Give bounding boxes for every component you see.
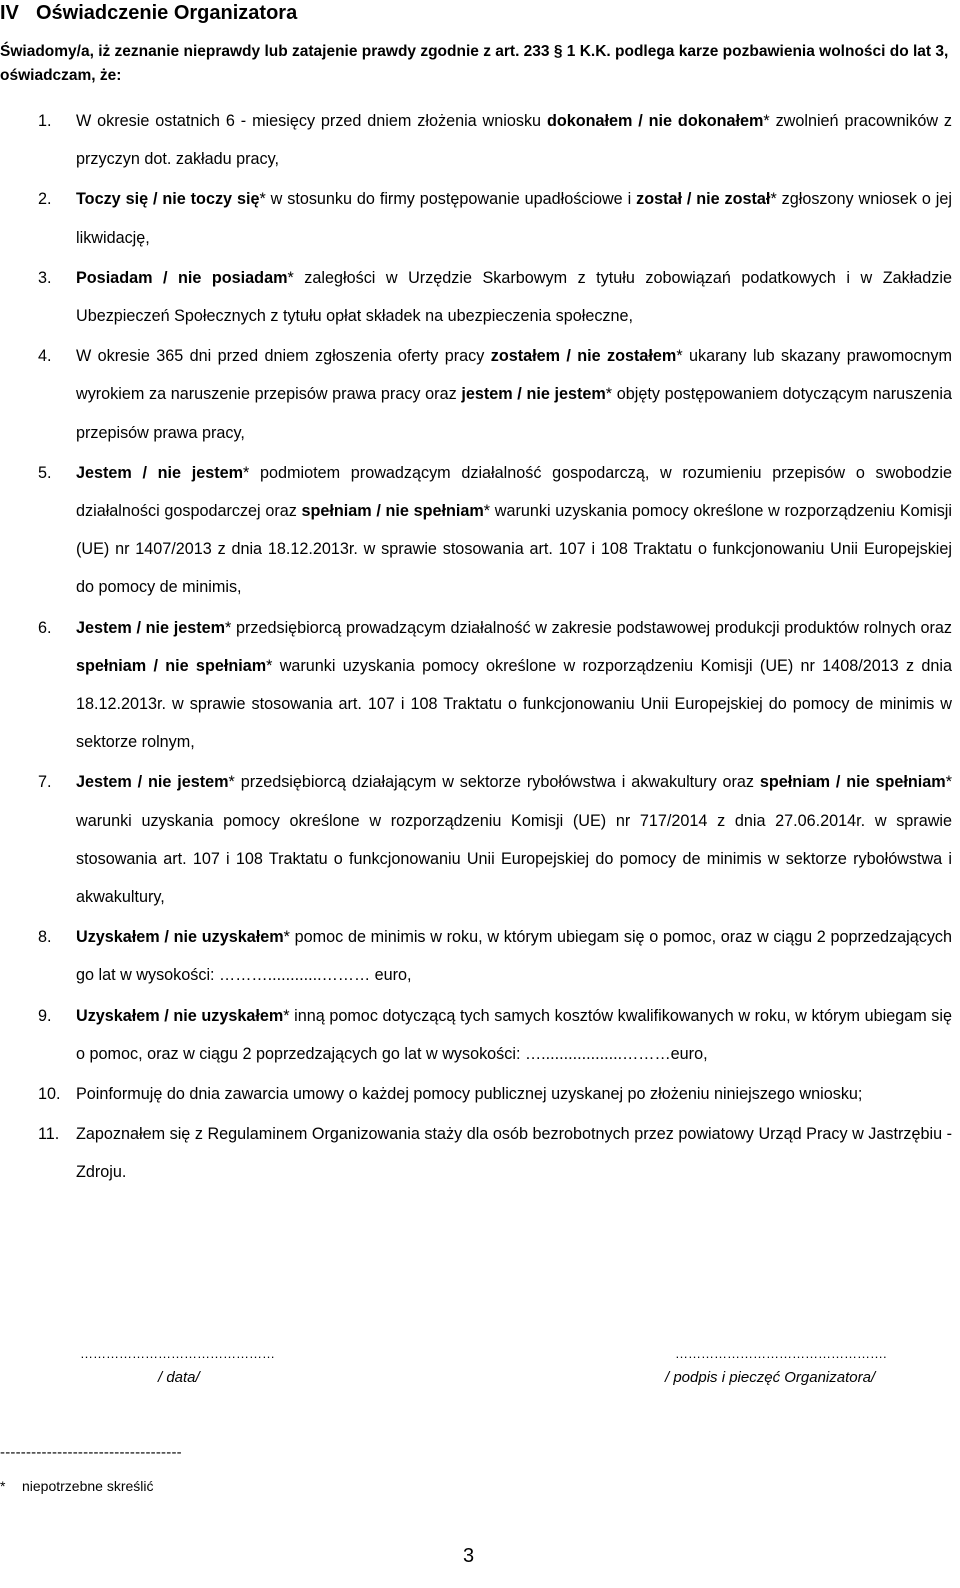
declaration-item — [0, 337, 952, 452]
declaration-item — [0, 997, 952, 1073]
item-text: * inną pomoc dotyczącą tych samych kosztów kwalifikowanych w roku, w którym ubiegam się o pomoc, oraz w ciągu 2 poprzedzających go lat w wysokości: …..................………euro, — [76, 1006, 952, 1063]
organizer-signature-block — [665, 1342, 905, 1390]
choice-phrase: dokonałem / nie dokonałem — [546, 112, 764, 130]
item-text: * w stosunku do firmy postępowanie upadłościowe i — [259, 190, 637, 209]
date-label: / data/ — [158, 1369, 200, 1386]
footnote-text: niepotrzebne skreślić — [22, 1478, 154, 1494]
item-text: * podmiotem prowadzącym działalność gospodarczą, w rozumieniu przepisów o swobodzie działalności gospodarczej oraz — [76, 463, 952, 521]
item-text: Zapoznałem się z Regulaminem Organizowania staży dla osób bezrobotnych przez powiatowy Urząd Pracy w Jastrzębiu -Zdroju. — [76, 1125, 952, 1182]
choice-phrase: Jestem / nie jestem — [76, 463, 244, 482]
section-title: Oświadczenie Organizatora — [36, 2, 298, 24]
item-text: W okresie ostatnich 6 - miesięcy przed dniem złożenia wniosku — [76, 112, 547, 130]
item-text: * ukarany lub skazany prawomocnym wyrokiem za naruszenie przepisów prawa pracy oraz — [76, 347, 953, 404]
choice-phrase: spełniam / nie spełniam — [76, 656, 267, 675]
declaration-item — [0, 609, 952, 762]
item-text: Poinformuję do dnia zawarcia umowy o każdej pomocy publicznej uzyskanej po złożeniu niniejszego wniosku; — [76, 1085, 863, 1104]
footnote — [0, 1478, 154, 1494]
signature-label: / podpis i pieczęć Organizatora/ — [665, 1369, 876, 1386]
choice-phrase: Uzyskałem / nie uzyskałem — [76, 1006, 284, 1025]
item-text: * pomoc de minimis w roku, w którym ubiegam się o pomoc, oraz w ciągu 2 poprzedzających go lat w wysokości: ………............……… euro, — [76, 928, 953, 985]
date-dotted-line: ……………………………………… — [80, 1346, 275, 1361]
section-number: IV — [0, 2, 19, 24]
choice-phrase: Posiadam / nie posiadam — [76, 268, 288, 287]
declaration-item — [0, 1115, 952, 1191]
item-text: * zgłoszony wniosek o jej likwidację, — [76, 190, 952, 247]
choice-phrase: Toczy się / nie toczy się — [76, 190, 260, 209]
declaration-list — [0, 102, 952, 1194]
item-number: 9. — [38, 1006, 52, 1025]
choice-phrase: jestem / nie jestem — [461, 385, 606, 404]
item-number: 11. — [38, 1125, 60, 1144]
declaration-item — [0, 1075, 952, 1113]
item-text: * zaległości w Urzędzie Skarbowym z tytułu zobowiązań podatkowych i w Zakładzie Ubezpieczeń Społecznych z tytułu opłat składek na ubezpieczenia społeczne, — [76, 268, 952, 326]
item-number: 3. — [38, 268, 52, 287]
item-text: * warunki uzyskania pomocy określone w rozporządzeniu Komisji (UE) nr 717/2014 z dnia 27.06.2014r. w sprawie stosowania art. 107 i 108 Traktatu o funkcjonowaniu Unii Europejskiej do pomocy de minimis w sektorze rybołówstwa i akwakultury, — [76, 773, 952, 907]
item-number: 10. — [38, 1085, 61, 1104]
item-text: * warunki uzyskania pomocy określone w rozporządzeniu Komisji (UE) nr 1408/2013 z dnia 18.12.2013r. w sprawie stosowania art. 107 i 108 Traktatu o funkcjonowaniu Unii Europejskiej do pomocy de minimis w sektorze rolnym, — [76, 656, 952, 752]
item-text: * zwolnień pracowników z przyczyn dot. zakładu pracy, — [76, 112, 952, 169]
item-text: * przedsiębiorcą działającym w sektorze rybołówstwa i akwakultury oraz — [228, 773, 760, 792]
declaration-item — [0, 102, 952, 178]
footnote-separator: ----------------------------------- — [0, 1444, 182, 1461]
page-number: 3 — [463, 1545, 475, 1567]
declaration-item — [0, 259, 952, 335]
declaration-item — [0, 454, 952, 607]
choice-phrase: Jestem / nie jestem — [76, 618, 226, 637]
declaration-item — [0, 763, 952, 916]
item-number: 4. — [38, 347, 52, 366]
item-number: 8. — [38, 928, 52, 947]
footnote-asterisk: * — [0, 1478, 6, 1494]
item-text: * objęty postępowaniem dotyczącym naruszenia przepisów prawa pracy, — [76, 385, 952, 442]
choice-phrase: zostałem / nie zostałem — [490, 347, 677, 366]
item-number: 1. — [38, 112, 52, 130]
choice-phrase: spełniam / nie spełniam — [301, 502, 484, 521]
intro-statement: Świadomy/a, iż zeznanie nieprawdy lub zatajenie prawdy zgodnie z art. 233 § 1 K.K. podlega karze pozbawienia wolności do lat 3, oświadczam, że: — [0, 43, 949, 84]
declaration-item — [0, 180, 952, 256]
declaration-item — [0, 918, 952, 994]
choice-phrase: Uzyskałem / nie uzyskałem — [76, 928, 284, 947]
item-number: 2. — [38, 190, 52, 209]
item-text: * przedsiębiorcą prowadzącym działalność w zakresie podstawowej produkcji produktów rolnych oraz — [225, 618, 952, 637]
item-number: 6. — [38, 618, 52, 637]
section-heading — [0, 2, 297, 25]
choice-phrase: Jestem / nie jestem — [76, 773, 229, 792]
item-text: W okresie 365 dni przed dniem zgłoszenia oferty pracy — [76, 347, 491, 366]
choice-phrase: został / nie został — [636, 190, 771, 209]
item-text: * warunki uzyskania pomocy określone w rozporządzeniu Komisji (UE) nr 1407/2013 z dnia 18.12.2013r. w sprawie stosowania art. 107 i 108 Traktatu o funkcjonowaniu Unii Europejskiej do pomocy de minimis, — [76, 502, 952, 597]
item-number: 7. — [38, 773, 52, 792]
date-signature-block — [80, 1342, 310, 1390]
item-number: 5. — [38, 463, 52, 482]
signature-dotted-line: …………………………………………. — [675, 1346, 887, 1361]
choice-phrase: spełniam / nie spełniam — [759, 773, 946, 792]
